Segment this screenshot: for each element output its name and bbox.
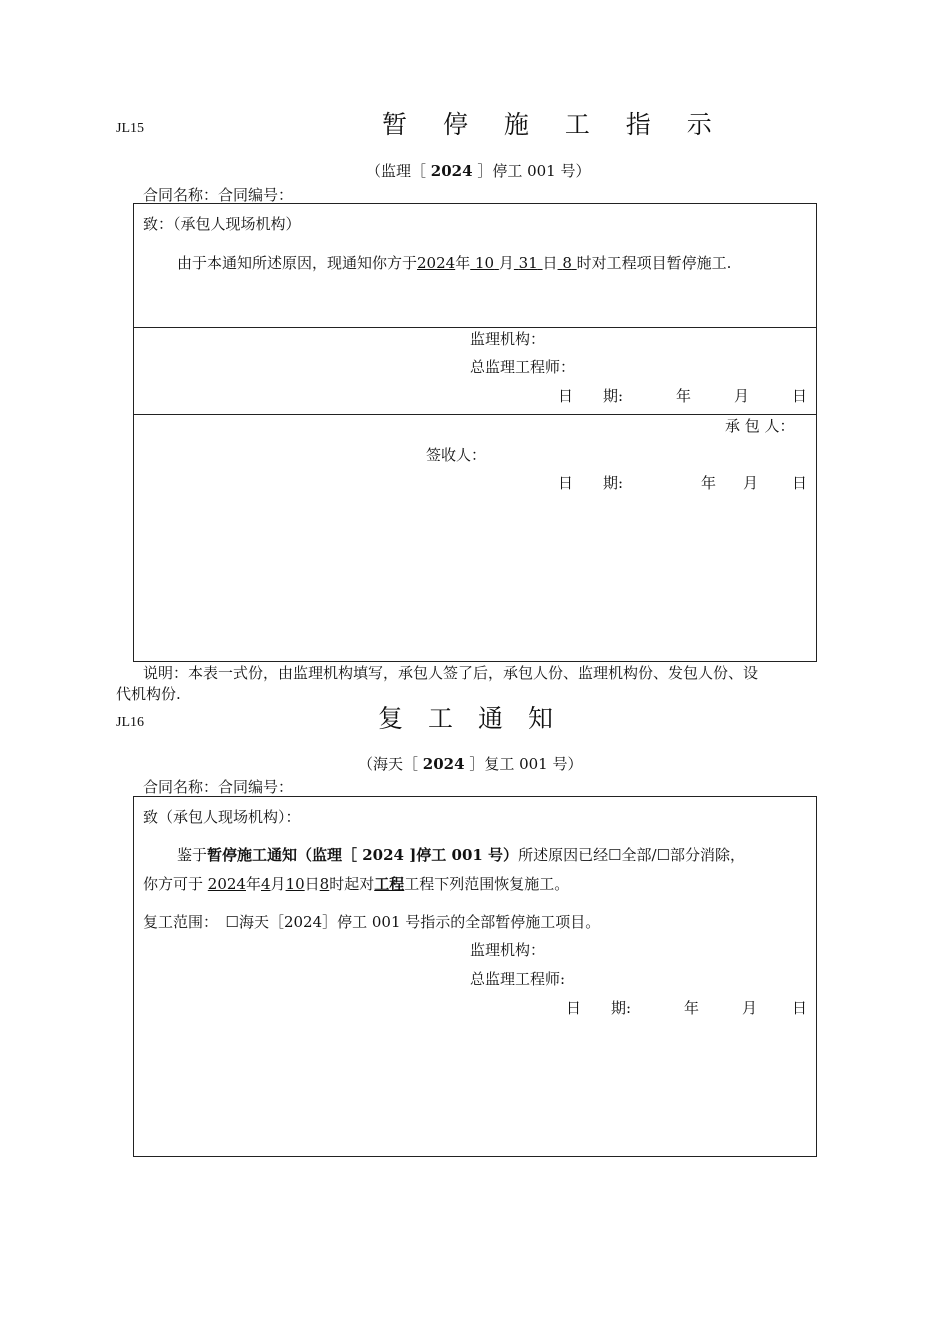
year-label: 年 — [701, 474, 717, 492]
supervisor-org-label: 监理机构： — [470, 330, 546, 348]
contract-info-jl15: 合同名称：合同编号： — [143, 186, 294, 204]
form-title-jl15: 暂 停 施 工 指 示 — [382, 110, 726, 139]
suspend-day: 31 — [518, 254, 538, 272]
suspend-month: 10 — [475, 254, 495, 272]
day-label: 日 — [792, 387, 808, 405]
month-label: 月 — [743, 474, 759, 492]
form-note-line2: 代机构份. — [116, 685, 181, 703]
day-label: 日 — [792, 999, 808, 1017]
resume-month: 4 — [261, 875, 271, 893]
contractor-label: 承 包 人： — [725, 417, 795, 435]
resume-year: 2024 — [207, 875, 246, 893]
resume-line1: 鉴于暂停施工通知（监理［ 2024 ]停工 001 号）所述原因已经☐全部/☐部分消除， — [177, 846, 746, 864]
subtitle-prefix: （监理［ — [366, 162, 427, 180]
year-label: 年 — [684, 999, 700, 1017]
suspend-year: 2024 — [417, 254, 456, 272]
resume-day: 10 — [285, 875, 305, 893]
table-divider — [133, 414, 817, 415]
form-code-jl16: JL16 — [116, 715, 144, 730]
resume-hour: 8 — [319, 875, 330, 893]
form-title-jl16: 复 工 通 知 — [378, 704, 554, 733]
subtitle-suffix: ］停工 001 号） — [477, 162, 591, 180]
chief-engineer-label: 总监理工程师: — [470, 970, 566, 988]
subtitle-suffix: ］复工 001 号） — [469, 755, 583, 773]
project-name: 工程 — [374, 875, 405, 893]
signee-label: 签收人： — [426, 446, 487, 464]
addressee-jl15: 致：（承包人现场机构） — [143, 215, 301, 233]
addressee-jl16: 致（承包人现场机构）： — [143, 808, 301, 826]
supervisor-org-label: 监理机构： — [470, 941, 546, 959]
referenced-notice: 暂停施工通知（监理［ 2024 ]停工 001 号） — [207, 846, 519, 864]
form-code-jl15: JL15 — [116, 121, 144, 136]
form-subtitle-jl16 — [358, 757, 583, 772]
form-subtitle-jl15 — [366, 164, 591, 179]
suspend-hour: 8 — [562, 254, 572, 272]
date-label: 日 期: — [566, 999, 632, 1017]
subtitle-prefix: （海天［ — [358, 755, 419, 773]
month-label: 月 — [742, 999, 758, 1017]
chief-engineer-label: 总监理工程师： — [470, 358, 576, 376]
form-note-line1: 说明：本表一式份，由监理机构填写，承包人签了后，承包人份、监理机构份、发包人份、设 — [143, 664, 759, 682]
date-label: 日 期: — [558, 474, 624, 492]
subtitle-year: 2024 — [430, 162, 473, 180]
subtitle-year: 2024 — [422, 755, 465, 773]
day-label: 日 — [792, 474, 808, 492]
date-label: 日 期: — [558, 387, 624, 405]
contract-info-jl16: 合同名称：合同编号： — [143, 778, 294, 796]
month-label: 月 — [734, 387, 750, 405]
resume-scope: 复工范围： ☐海天［2024］停工 001 号指示的全部暂停施工项目。 — [143, 913, 601, 931]
resume-line2: 你方可于 2024年4月10日8时起对工程工程下列范围恢复施工。 — [143, 875, 570, 893]
table-divider — [133, 327, 817, 328]
year-label: 年 — [676, 387, 692, 405]
notice-body-jl15: 由于本通知所述原因，现通知你方于2024年 10 月 31 日 8 时对工程项目暂停施工. — [177, 254, 732, 272]
